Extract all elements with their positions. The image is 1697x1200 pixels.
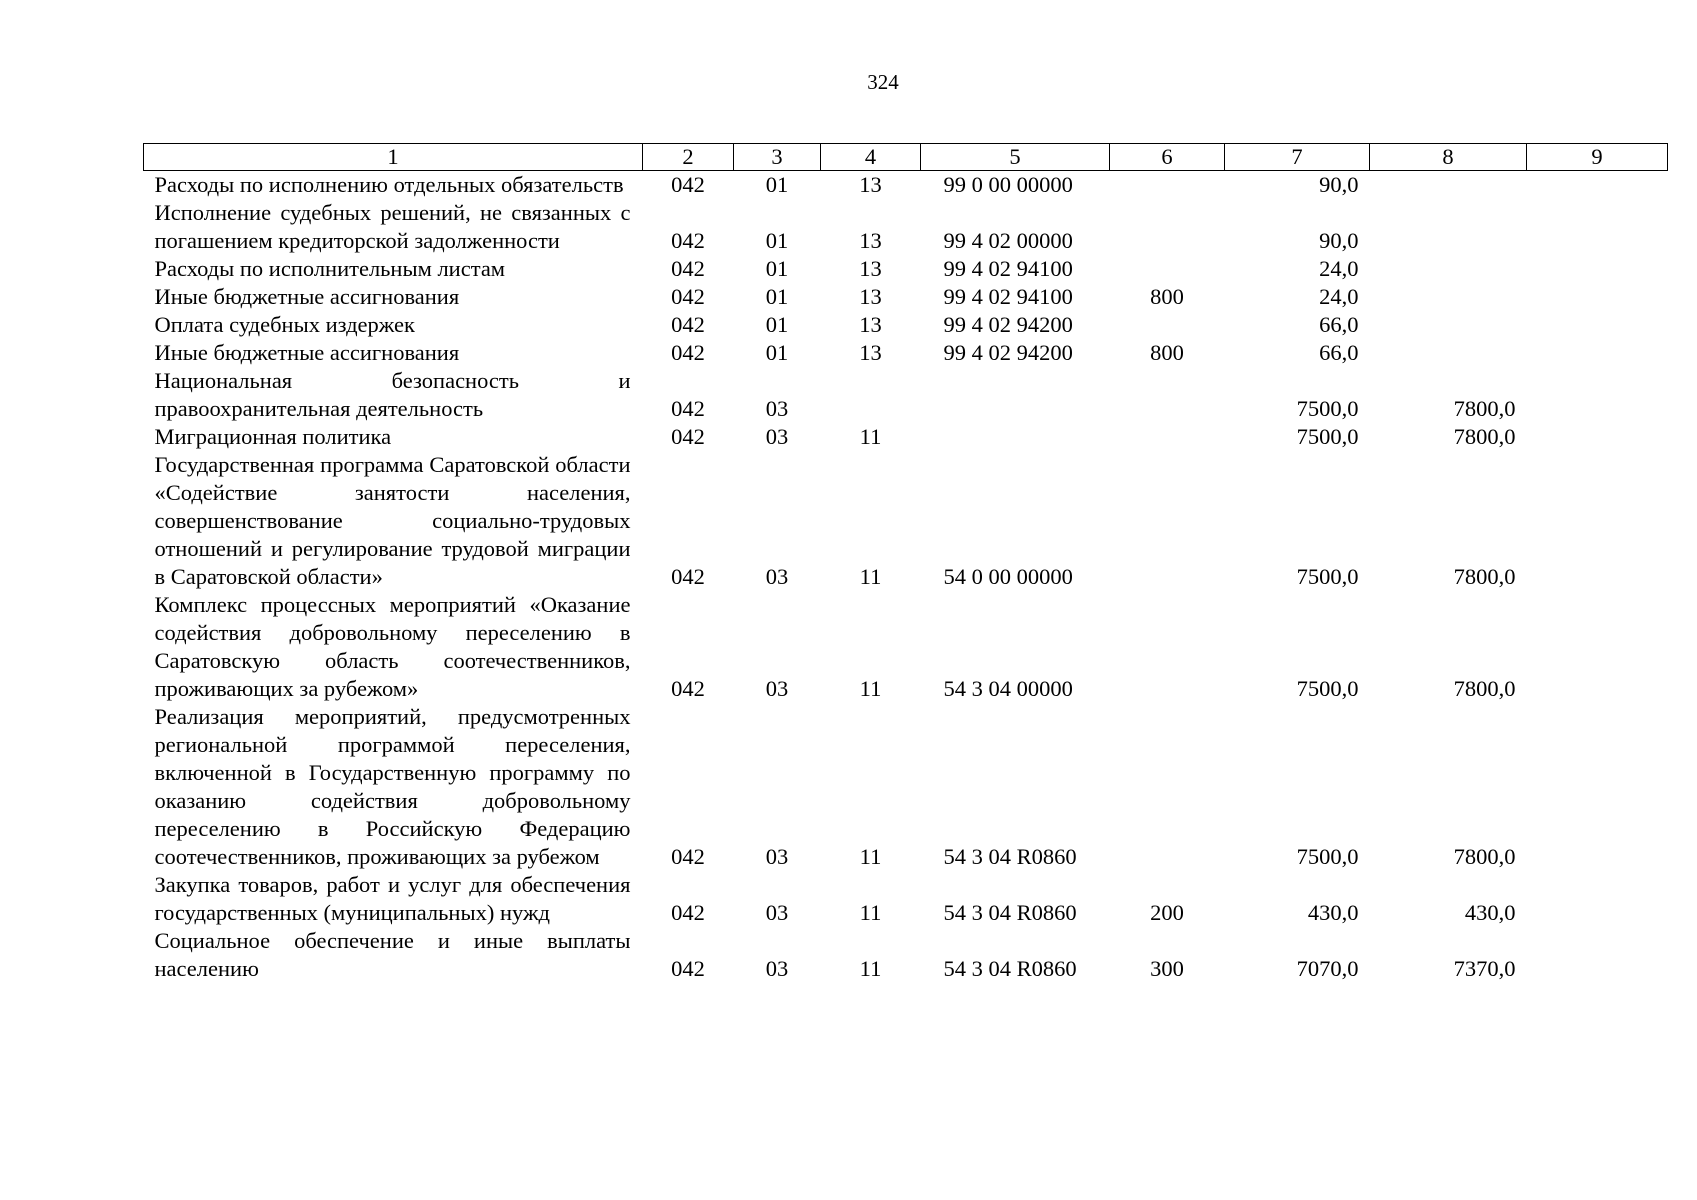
target-article-code: 54 3 04 00000 <box>943 676 1073 701</box>
amount-col-8 <box>1370 171 1527 200</box>
subsection-code: 11 <box>859 564 882 589</box>
subsection-code: 13 <box>859 340 882 365</box>
expense-name: Расходы по исполнительным листам <box>154 256 506 281</box>
column-header-9: 9 <box>1527 144 1668 171</box>
amount-col-8 <box>1370 311 1527 339</box>
expense-type-code: 300 <box>1150 956 1184 981</box>
column-header-2: 2 <box>643 144 734 171</box>
amount-col-7: 7500,0 <box>1296 564 1359 589</box>
table-row <box>144 451 1668 591</box>
amount-col-9 <box>1527 311 1668 339</box>
target-article-code: 99 4 02 94100 <box>943 284 1073 309</box>
table-row <box>144 871 1668 927</box>
section-code: 01 <box>765 256 789 281</box>
target-article-code <box>921 423 1110 451</box>
amount-col-7: 66,0 <box>1319 340 1359 365</box>
amount-col-7: 66,0 <box>1319 312 1359 337</box>
section-code: 01 <box>765 340 789 365</box>
target-article-code <box>921 367 1110 423</box>
expense-name: Расходы по исполнению отдельных обязательств <box>154 172 624 197</box>
amount-col-9 <box>1527 283 1668 311</box>
amount-col-9 <box>1527 927 1668 983</box>
section-code: 03 <box>765 844 789 869</box>
ministry-code: 042 <box>671 312 705 337</box>
target-article-code: 54 3 04 R0860 <box>943 956 1077 981</box>
column-header-4: 4 <box>821 144 921 171</box>
budget-table <box>143 143 1668 983</box>
amount-col-9 <box>1527 703 1668 871</box>
ministry-code: 042 <box>671 228 705 253</box>
amount-col-7: 7500,0 <box>1296 844 1359 869</box>
expense-type-code <box>1110 703 1225 871</box>
table-row <box>144 927 1668 983</box>
amount-col-7: 7500,0 <box>1296 424 1359 449</box>
expense-type-code <box>1110 591 1225 703</box>
column-header-8: 8 <box>1370 144 1527 171</box>
subsection-code: 13 <box>859 228 882 253</box>
expense-type-code <box>1110 199 1225 255</box>
expense-name: Иные бюджетные ассигнования <box>154 340 460 365</box>
expense-type-code: 800 <box>1150 284 1184 309</box>
amount-col-9 <box>1527 339 1668 367</box>
expense-name: Государственная программа Саратовской области «Содействие занятости населения, совершенствование социально-трудовых отношений и регулирование трудовой миграции в Саратовской области» <box>154 452 631 589</box>
expense-type-code <box>1110 423 1225 451</box>
column-header-5: 5 <box>921 144 1110 171</box>
page-number: 324 <box>867 70 899 94</box>
amount-col-7: 90,0 <box>1319 172 1359 197</box>
subsection-code: 11 <box>859 956 882 981</box>
amount-col-8 <box>1370 199 1527 255</box>
header-row <box>144 144 1668 171</box>
amount-col-8 <box>1370 255 1527 283</box>
table-row <box>144 283 1668 311</box>
subsection-code: 11 <box>859 424 882 449</box>
expense-type-code <box>1110 255 1225 283</box>
amount-col-7: 24,0 <box>1319 256 1359 281</box>
amount-col-8: 430,0 <box>1464 900 1516 925</box>
amount-col-8 <box>1370 283 1527 311</box>
target-article-code: 54 0 00 00000 <box>943 564 1073 589</box>
section-code: 01 <box>765 284 789 309</box>
table-row <box>144 591 1668 703</box>
expense-name: Национальная безопасность и правоохранительная деятельность <box>154 368 631 421</box>
amount-col-8: 7800,0 <box>1453 564 1516 589</box>
table-row <box>144 255 1668 283</box>
table-row <box>144 171 1668 200</box>
section-code: 01 <box>765 172 789 197</box>
expense-name: Комплекс процессных мероприятий «Оказание содействия добровольному переселению в Саратовскую область соотечественников, проживающих за рубежом» <box>154 592 631 701</box>
subsection-code <box>821 367 921 423</box>
amount-col-9 <box>1527 171 1668 200</box>
expense-name: Миграционная политика <box>154 424 392 449</box>
target-article-code: 54 3 04 R0860 <box>943 844 1077 869</box>
target-article-code: 99 4 02 94200 <box>943 312 1073 337</box>
expense-name: Исполнение судебных решений, не связанных с погашением кредиторской задолженности <box>154 200 631 253</box>
column-header-1: 1 <box>144 144 643 171</box>
amount-col-7: 430,0 <box>1307 900 1359 925</box>
target-article-code: 99 0 00 00000 <box>943 172 1073 197</box>
ministry-code: 042 <box>671 844 705 869</box>
target-article-code: 99 4 02 94200 <box>943 340 1073 365</box>
section-code: 03 <box>765 956 789 981</box>
table-row <box>144 367 1668 423</box>
amount-col-9 <box>1527 871 1668 927</box>
target-article-code: 54 3 04 R0860 <box>943 900 1077 925</box>
amount-col-8: 7800,0 <box>1453 676 1516 701</box>
expense-type-code <box>1110 367 1225 423</box>
expense-name: Закупка товаров, работ и услуг для обеспечения государственных (муниципальных) нужд <box>154 872 631 925</box>
expense-type-code <box>1110 451 1225 591</box>
section-code: 01 <box>765 312 789 337</box>
expense-type-code <box>1110 311 1225 339</box>
amount-col-8 <box>1370 339 1527 367</box>
section-code: 01 <box>765 228 789 253</box>
ministry-code: 042 <box>671 676 705 701</box>
section-code: 03 <box>765 396 789 421</box>
table-row <box>144 703 1668 871</box>
expense-name: Реализация мероприятий, предусмотренных региональной программой переселения, включенной в Государственную программу по оказанию содействия добровольному переселению в Российскую Федерацию соотечественников, проживающих за рубежом <box>154 704 631 869</box>
ministry-code: 042 <box>671 424 705 449</box>
expense-type-code: 800 <box>1150 340 1184 365</box>
table-row <box>144 423 1668 451</box>
ministry-code: 042 <box>671 256 705 281</box>
amount-col-8: 7800,0 <box>1453 424 1516 449</box>
amount-col-7: 90,0 <box>1319 228 1359 253</box>
amount-col-8: 7800,0 <box>1453 396 1516 421</box>
amount-col-9 <box>1527 451 1668 591</box>
expense-name: Оплата судебных издержек <box>154 312 415 337</box>
subsection-code: 11 <box>859 844 882 869</box>
amount-col-9 <box>1527 199 1668 255</box>
amount-col-9 <box>1527 591 1668 703</box>
subsection-code: 11 <box>859 900 882 925</box>
subsection-code: 13 <box>859 312 882 337</box>
table-row <box>144 311 1668 339</box>
expense-name: Социальное обеспечение и иные выплаты населению <box>154 928 631 981</box>
column-header-7: 7 <box>1225 144 1370 171</box>
subsection-code: 11 <box>859 676 882 701</box>
ministry-code: 042 <box>671 900 705 925</box>
ministry-code: 042 <box>671 340 705 365</box>
subsection-code: 13 <box>859 284 882 309</box>
ministry-code: 042 <box>671 564 705 589</box>
table-row <box>144 339 1668 367</box>
column-header-6: 6 <box>1110 144 1225 171</box>
amount-col-8: 7370,0 <box>1453 956 1516 981</box>
table-row <box>144 199 1668 255</box>
amount-col-7: 24,0 <box>1319 284 1359 309</box>
amount-col-7: 7500,0 <box>1296 676 1359 701</box>
section-code: 03 <box>765 676 789 701</box>
expense-name: Иные бюджетные ассигнования <box>154 284 460 309</box>
amount-col-7: 7070,0 <box>1296 956 1359 981</box>
amount-col-8: 7800,0 <box>1453 844 1516 869</box>
amount-col-9 <box>1527 423 1668 451</box>
section-code: 03 <box>765 900 789 925</box>
target-article-code: 99 4 02 00000 <box>943 228 1073 253</box>
table-body <box>144 171 1668 984</box>
ministry-code: 042 <box>671 284 705 309</box>
amount-col-9 <box>1527 367 1668 423</box>
ministry-code: 042 <box>671 172 705 197</box>
amount-col-9 <box>1527 255 1668 283</box>
section-code: 03 <box>765 564 789 589</box>
expense-type-code <box>1110 171 1225 200</box>
column-header-3: 3 <box>734 144 821 171</box>
expense-type-code: 200 <box>1150 900 1184 925</box>
ministry-code: 042 <box>671 956 705 981</box>
subsection-code: 13 <box>859 256 882 281</box>
ministry-code: 042 <box>671 396 705 421</box>
subsection-code: 13 <box>859 172 882 197</box>
section-code: 03 <box>765 424 789 449</box>
amount-col-7: 7500,0 <box>1296 396 1359 421</box>
target-article-code: 99 4 02 94100 <box>943 256 1073 281</box>
